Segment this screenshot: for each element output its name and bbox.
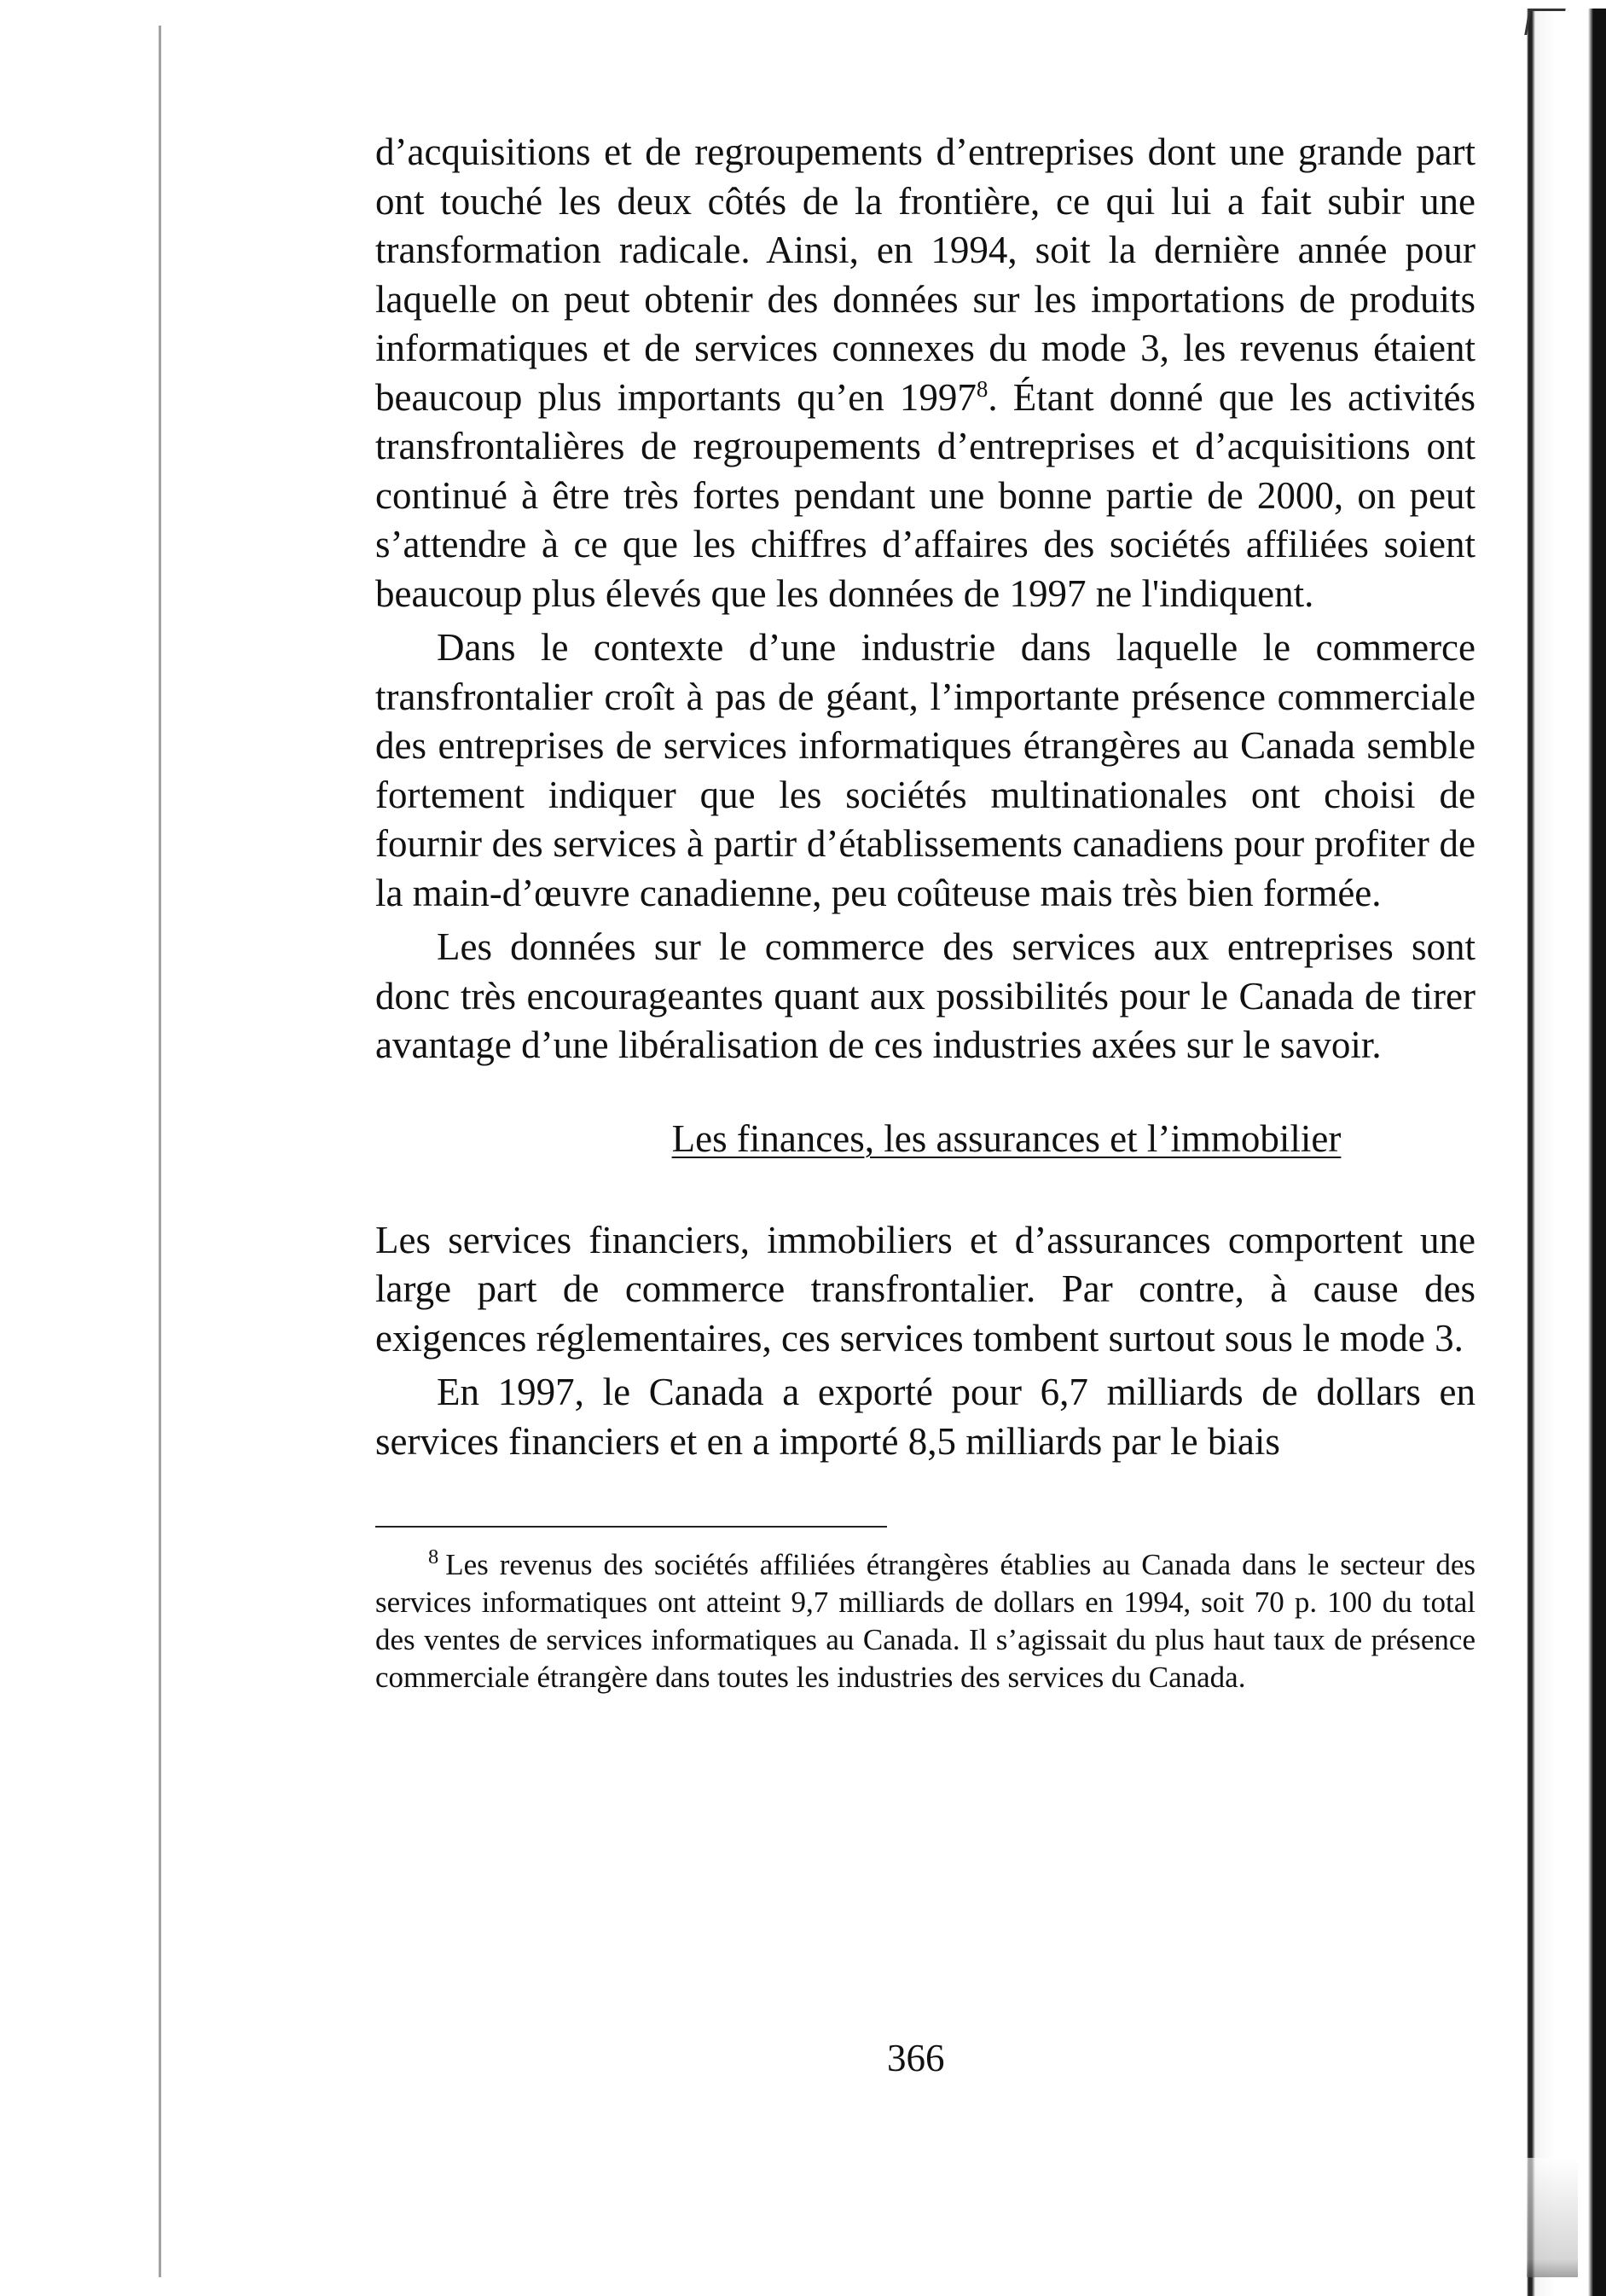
scan-edge-right-bottom bbox=[1527, 2158, 1578, 2277]
footnote bbox=[375, 1546, 1476, 1696]
paragraph-4: Les services financiers, immobiliers et d’assurances comportent une large part de commerce transfrontalier. Par contre, à cause des exigences réglementaires, ces services tombent surtout sous le mode 3. bbox=[375, 1218, 1476, 1360]
footnote-text: Les revenus des sociétés affiliées étrangères établies au Canada dans le secteur des services informatiques ont atteint 9,7 milliards de dollars en 1994, soit 70 p. 100 du total des ventes de services informatiques au Canada. Il s’agissait du plus haut taux de présence commerciale étrangère dans toutes les industries des services du Canada. bbox=[375, 1548, 1476, 1694]
paragraph-1 bbox=[375, 128, 1476, 618]
section-heading: Les finances, les assurances et l’immobilier bbox=[671, 1116, 1342, 1160]
paragraph-5: En 1997, le Canada a exporté pour 6,7 milliards de dollars en services financiers et en a importé 8,5 milliards par le biais bbox=[375, 1371, 1476, 1463]
scan-edge-left bbox=[159, 26, 161, 2277]
paragraph-2: Dans le contexte d’une industrie dans laquelle le commerce transfrontalier croît à pas de géant, l’importante présence commerciale des entreprises de services informatiques étrangères au Canada semble fortement indiquer que les sociétés multinationales ont choisi de fournir des services à partir d’établissements canadiens pour profiter de la main-d’œuvre canadienne, peu coûteuse mais très bien formée. bbox=[375, 626, 1476, 914]
paragraph-3: Les données sur le commerce des services aux entreprises sont donc très encourageantes quant aux possibilités pour le Canada de tirer avantage d’une libéralisation de ces industries axées sur le savoir. bbox=[375, 925, 1476, 1066]
page-body bbox=[375, 128, 1476, 1696]
footnote-reference[interactable]: 8 bbox=[976, 375, 989, 402]
paragraph-1-text: d’acquisitions et de regroupements d’entreprises dont une grande part ont touché les deux côtés de la frontière, ce qui lui a fait subir une transformation radicale. Ainsi, en 1994, soit la dernière année pour laquelle on peut obtenir des données sur les importations de produits informatiques et de services connexes du mode 3, les revenus étaient beaucoup plus importants qu’en 1997 bbox=[375, 130, 1476, 419]
paragraph-1-continuation: . Étant donné que les activités transfrontalières de regroupements d’entreprises et d’acquisitions ont continué à être très fortes pendant une bonne partie de 2000, on peut s’attendre à ce que les chiffres d’affaires des sociétés affiliées soient beaucoup plus élevés que les données de 1997 ne l'indiquent. bbox=[375, 375, 1476, 615]
scan-edge-right bbox=[1522, 9, 1606, 2296]
page-number: 366 bbox=[887, 2037, 945, 2079]
scan-edge-right-top bbox=[1524, 9, 1565, 35]
footnote-mark: 8 bbox=[428, 1545, 439, 1569]
footnote-rule bbox=[375, 1526, 887, 1528]
